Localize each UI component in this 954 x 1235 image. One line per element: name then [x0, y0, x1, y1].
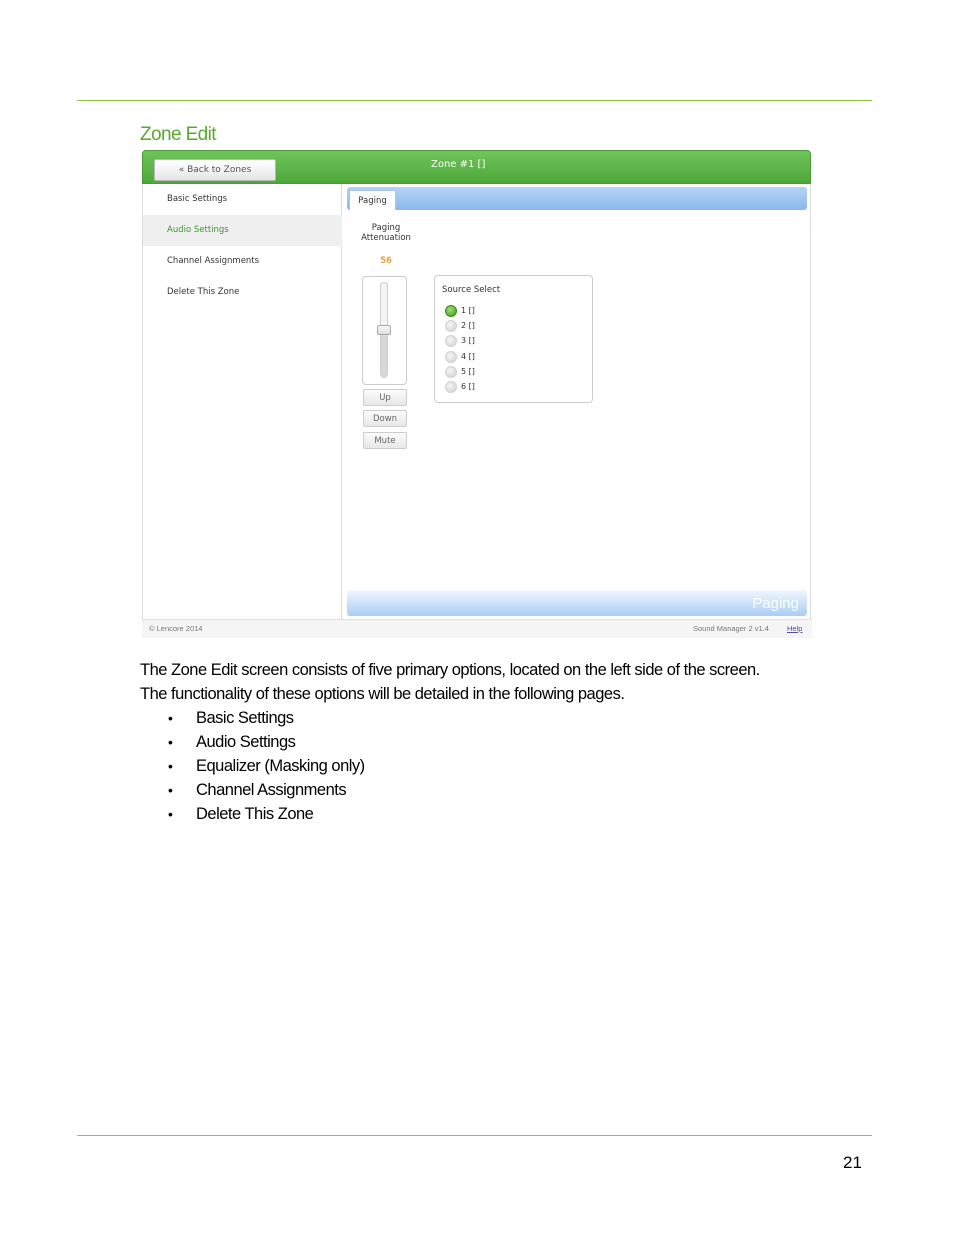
source-label: 6 [] — [461, 382, 475, 391]
paging-footer-label: Paging — [752, 595, 799, 612]
top-bar — [142, 150, 811, 184]
copyright-text: © Lencore 2014 — [149, 624, 203, 633]
attenuation-label-line2: Attenuation — [361, 233, 411, 243]
bullet-icon: • — [168, 758, 173, 774]
help-link[interactable]: Help — [787, 624, 803, 633]
radio-button[interactable] — [445, 381, 457, 393]
source-label: 5 [] — [461, 367, 475, 376]
bullet-icon: • — [168, 806, 173, 822]
options-list — [140, 706, 365, 826]
source-select-title: Source Select — [442, 285, 501, 295]
source-label: 1 [] — [461, 306, 475, 315]
menu-item-basic-settings[interactable]: Basic Settings — [167, 194, 228, 204]
slider-thumb[interactable] — [377, 325, 391, 335]
footer-rule — [77, 1135, 872, 1136]
source-label: 4 [] — [461, 352, 475, 361]
tab-bar — [347, 187, 807, 210]
source-label: 3 [] — [461, 336, 475, 345]
source-label: 2 [] — [461, 321, 475, 330]
up-button[interactable]: Up — [363, 389, 407, 406]
list-item-text: Delete This Zone — [196, 805, 314, 823]
menu-item-audio-settings[interactable]: Audio Settings — [143, 215, 342, 246]
bullet-icon: • — [168, 734, 173, 750]
paging-footer-bar — [347, 590, 807, 616]
attenuation-value: 56 — [380, 256, 392, 266]
back-to-zones-button[interactable]: « Back to Zones — [154, 159, 276, 181]
bullet-icon: • — [168, 782, 173, 798]
list-item — [140, 778, 365, 802]
menu-item-channel-assignments[interactable]: Channel Assignments — [167, 256, 260, 266]
volume-slider[interactable] — [362, 276, 407, 385]
header-rule — [77, 100, 872, 101]
page-number: 21 — [843, 1153, 862, 1172]
mute-button[interactable]: Mute — [363, 432, 407, 449]
list-item-text: Basic Settings — [196, 709, 294, 727]
list-item-text: Channel Assignments — [196, 781, 347, 799]
radio-button[interactable] — [445, 366, 457, 378]
bullet-icon: • — [168, 710, 173, 726]
list-item-text: Audio Settings — [196, 733, 296, 751]
attenuation-label — [356, 223, 416, 243]
list-item-text: Equalizer (Masking only) — [196, 757, 365, 775]
radio-button[interactable] — [445, 351, 457, 363]
slider-fill — [381, 329, 387, 377]
bottom-bar — [142, 619, 812, 638]
main-panel — [342, 184, 811, 619]
radio-button[interactable] — [445, 320, 457, 332]
list-item — [140, 802, 365, 826]
down-button[interactable]: Down — [363, 410, 407, 427]
radio-button[interactable] — [445, 305, 457, 317]
attenuation-label-line1: Paging — [371, 223, 401, 233]
left-menu — [142, 184, 342, 619]
section-title: Zone Edit — [140, 124, 216, 145]
zone-title: Zone #1 [] — [431, 159, 486, 170]
tab-paging[interactable]: Paging — [349, 190, 396, 210]
list-item — [140, 754, 365, 778]
radio-button[interactable] — [445, 335, 457, 347]
intro-paragraph: The Zone Edit screen consists of five primary options, located on the left side of the screen. The functionality of these options will be detailed in the following pages. — [140, 661, 760, 703]
menu-item-delete-zone[interactable]: Delete This Zone — [167, 287, 240, 297]
zone-edit-screenshot — [141, 150, 812, 638]
list-item — [140, 706, 365, 730]
source-select-panel — [434, 275, 593, 403]
version-text: Sound Manager 2 v1.4 — [693, 624, 769, 633]
list-item — [140, 730, 365, 754]
